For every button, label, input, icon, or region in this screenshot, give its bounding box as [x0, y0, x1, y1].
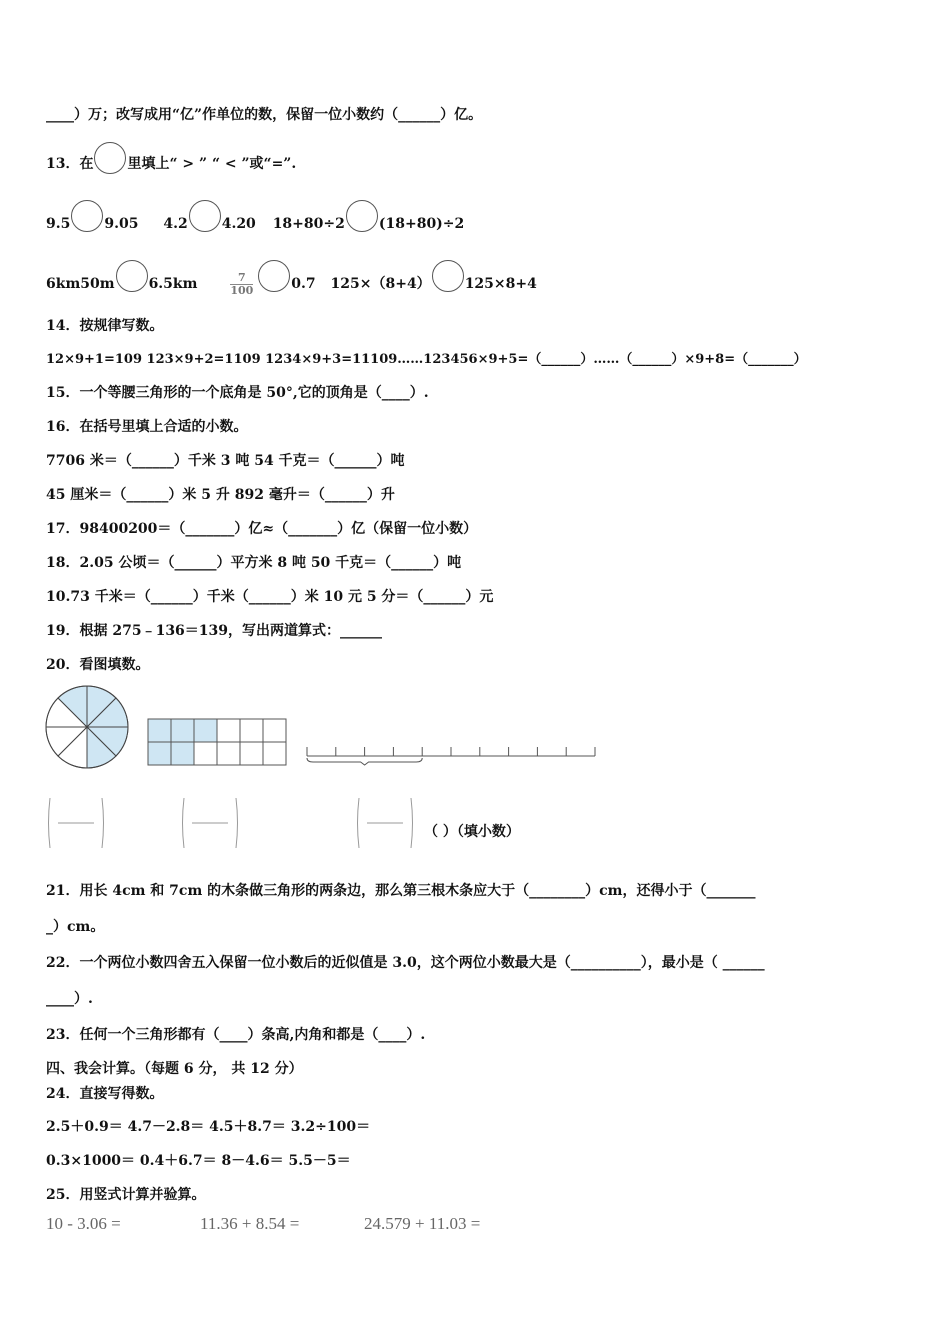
compare-right: 4.20	[221, 216, 256, 232]
q22-line-1: 22．一个两位小数四舍五入保留一位小数后的近似值是 3.0，这个两位小数最大是（__________），最小是（ ______	[46, 955, 765, 971]
q15: 15．一个等腰三角形的一个底角是 50°,它的顶角是（____）.	[46, 385, 429, 401]
compare-circle[interactable]	[346, 200, 378, 232]
compare-row-2	[46, 268, 537, 300]
q14-body: 12×9+1=109 123×9+2=1109 1234×9+3=11109……123456×9+5=（______）……（______）×9+8=（_______）	[46, 352, 807, 367]
q14-title: 14．按规律写数。	[46, 318, 164, 334]
q13-prompt	[46, 148, 296, 180]
answer-fraction-box-1[interactable]	[46, 796, 106, 850]
q25-title: 25．用竖式计算并验算。	[46, 1187, 206, 1203]
fraction-circle-figure	[44, 684, 130, 770]
q19: 19．根据 275﹣136＝139，写出两道算式：______	[46, 623, 383, 639]
compare-right: 0.7	[291, 276, 316, 292]
compare-right: 6.5km	[148, 276, 198, 292]
grid-cell	[240, 742, 263, 765]
q18-row-b: 10.73 千米＝（______）千米（______）米 10 元 5 分＝（______）元	[46, 589, 494, 605]
grid-cell	[148, 719, 171, 742]
grid-cell	[217, 719, 240, 742]
q20-title: 20．看图填数。	[46, 657, 150, 673]
compare-circle[interactable]	[432, 260, 464, 292]
compare-left: 18+80÷2	[272, 216, 345, 232]
fraction	[230, 272, 253, 297]
fraction-numerator: 7	[230, 272, 253, 285]
q21-line-1: 21．用长 4cm 和 7cm 的木条做三角形的两条边，那么第三根木条应大于（________）cm，还得小于（_______	[46, 883, 756, 899]
q21-line-2: _）cm。	[46, 919, 105, 935]
q18: 18．2.05 公顷＝（______）平方米 8 吨 50 千克＝（______）吨	[46, 555, 462, 571]
compare-circle[interactable]	[189, 200, 221, 232]
q13-prefix: 13．在	[46, 156, 94, 172]
q22-line-2: ____）.	[46, 991, 93, 1007]
grid-cell	[148, 742, 171, 765]
compare-left: 125×（8+4）	[330, 276, 431, 292]
compare-circle[interactable]	[258, 260, 290, 292]
grid-cell	[171, 742, 194, 765]
compare-right: (18+80)÷2	[378, 216, 465, 232]
answer-fraction-box-3[interactable]	[355, 796, 415, 850]
compare-right: 125×8+4	[464, 276, 537, 292]
grid-cell	[171, 719, 194, 742]
q25-calc-3: 24.579 + 11.03 =	[364, 1214, 481, 1233]
q17: 17．98400200＝（_______）亿≈（_______）亿（保留一位小数）	[46, 521, 478, 537]
grid-cell	[217, 742, 240, 765]
compare-row-1	[46, 208, 464, 240]
q24-title: 24．直接写得数。	[46, 1086, 164, 1102]
grid-cell	[194, 719, 217, 742]
compare-left: 6km50m	[46, 276, 115, 292]
q16-row-a: 7706 米＝（______）千米 3 吨 54 千克＝（______）吨	[46, 453, 405, 469]
grid-cell	[194, 742, 217, 765]
compare-left: 4.2	[163, 216, 188, 232]
compare-circle[interactable]	[71, 200, 103, 232]
section-4-heading: 四、我会计算。（每题 6 分， 共 12 分）	[46, 1061, 303, 1077]
answer-fraction-box-2[interactable]	[180, 796, 240, 850]
ruler-brace	[307, 758, 422, 765]
fraction-grid-figure	[147, 718, 287, 768]
compare-left: 9.5	[46, 216, 71, 232]
q24-row-b: 0.3×1000＝ 0.4＋6.7＝ 8－4.6＝ 5.5－5＝	[46, 1153, 351, 1169]
grid-cell	[263, 719, 286, 742]
q24-row-a: 2.5＋0.9＝ 4.7－2.8＝ 4.5＋8.7＝ 3.2÷100＝	[46, 1119, 371, 1135]
compare-circle[interactable]	[116, 260, 148, 292]
q25-calc-2: 11.36 + 8.54 =	[200, 1214, 300, 1233]
grid-cell	[240, 719, 263, 742]
grid-cell	[263, 742, 286, 765]
q16-title: 16．在括号里填上合适的小数。	[46, 419, 248, 435]
q16-row-b: 45 厘米＝（______）米 5 升 892 毫升＝（______）升	[46, 487, 395, 503]
grid-cells	[148, 719, 286, 765]
fraction-denominator: 100	[230, 283, 254, 297]
q25-calc-1: 10 - 3.06 =	[46, 1214, 121, 1233]
ruler-figure	[303, 740, 599, 770]
compare-circle-example	[94, 142, 126, 174]
q13-suffix: 里填上“ > ” “ < ”或“=”.	[127, 156, 297, 172]
ruler-ticks	[307, 747, 595, 765]
compare-right: 9.05	[104, 216, 139, 232]
q12-tail: ____）万；改写成用“亿”作单位的数，保留一位小数约（______）亿。	[46, 107, 483, 123]
q20-decimal-blank: （ ）（填小数）	[424, 824, 520, 840]
q23: 23．任何一个三角形都有（____）条高,内角和都是（____）.	[46, 1027, 426, 1043]
